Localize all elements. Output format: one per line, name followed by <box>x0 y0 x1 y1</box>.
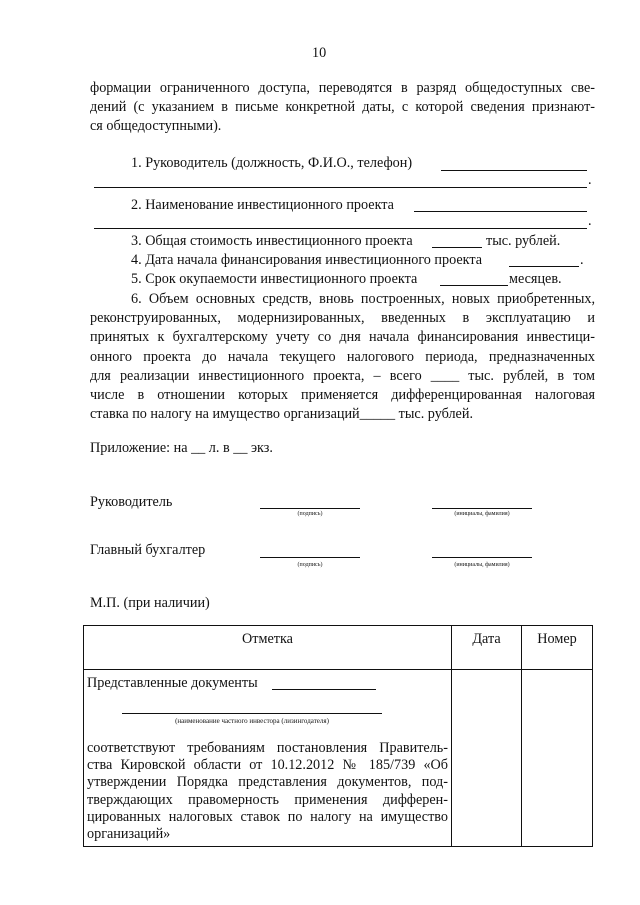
conformity-line: утверждении Порядка представления документов, под- <box>87 774 448 791</box>
header-mark: Отметка <box>84 626 452 670</box>
intro-paragraph <box>90 79 595 137</box>
head-fill-line[interactable] <box>441 170 587 171</box>
project-name-fill-line[interactable] <box>414 211 587 212</box>
assets-line: ставка по налогу на имущество организаций_____ тыс. рублей. <box>90 406 473 423</box>
project-name-fill-line-2[interactable] <box>94 228 587 229</box>
signature-caption: (подпись) <box>297 562 323 568</box>
head-fill-line-2[interactable] <box>94 187 587 188</box>
item-fixed-assets-paragraph <box>90 290 595 424</box>
intro-line: дений (с указанием в письме конкретной даты, с которой сведения признают- <box>90 99 595 116</box>
total-cost-unit: тыс. рублей. <box>486 233 561 249</box>
total-cost-fill-line[interactable] <box>432 247 482 248</box>
intro-line: формации ограниченного доступа, переводятся в разряд общедоступных све- <box>90 80 595 96</box>
conformity-line: цированных налоговых ставок по налогу на имущество <box>87 808 448 825</box>
intro-line: ся общедоступными). <box>90 118 222 135</box>
mark-cell <box>84 670 452 847</box>
conformity-line: соответствуют требованиям постановления Правитель- <box>87 740 448 756</box>
signature-caption: (подпись) <box>297 511 323 517</box>
submitted-documents-fill-line[interactable] <box>272 689 376 690</box>
investor-name-line[interactable] <box>122 713 382 714</box>
assets-line: для реализации инвестиционного проекта, – всего ____ тыс. рублей, в том <box>90 367 595 384</box>
assets-line: онного проекта до начала текущего налогового периода, предназначенных <box>90 348 595 365</box>
conformity-line: организаций» <box>87 826 171 843</box>
number-cell[interactable] <box>522 670 593 847</box>
line-end-dot: . <box>580 252 584 268</box>
assets-line: числе в отношении которых применяется дифференцированная налоговая <box>90 387 595 404</box>
assets-line: принятых к бухгалтерскому учету со дня начала финансирования инвестици- <box>90 329 595 346</box>
payback-fill-line[interactable] <box>440 285 508 286</box>
header-number: Номер <box>522 626 593 670</box>
name-caption: (инициалы, фамилия) <box>454 511 510 517</box>
line-end-dot: . <box>588 172 592 188</box>
attachment-line: Приложение: на __ л. в __ экз. <box>90 440 273 456</box>
payback-unit: месяцев. <box>509 271 562 287</box>
item-head-label: 1. Руководитель (должность, Ф.И.О., телефон) <box>131 155 413 171</box>
financing-start-fill-line[interactable] <box>509 266 579 267</box>
stamp-place-label: М.П. (при наличии) <box>90 595 210 611</box>
assets-line: 6. Объем основных средств, вновь построенных, новых приобретенных, <box>131 291 595 307</box>
item-total-cost-label: 3. Общая стоимость инвестиционного проекта <box>131 233 413 249</box>
head-name-line[interactable] <box>432 508 532 509</box>
registration-mark-table <box>83 625 593 847</box>
line-end-dot: . <box>588 213 592 229</box>
assets-line: реконструированных, модернизированных, введенных в эксплуатацию и <box>90 310 595 327</box>
item-project-name-label: 2. Наименование инвестиционного проекта <box>131 197 394 213</box>
accountant-signature-label: Главный бухгалтер <box>90 542 206 558</box>
item-financing-start-label: 4. Дата начала финансирования инвестиционного проекта <box>131 252 483 268</box>
conformity-line: ства Кировской области от 10.12.2012 № 185/739 «Об <box>87 757 448 774</box>
name-caption: (инициалы, фамилия) <box>454 562 510 568</box>
conformity-line: тверждающих правомерность применения дифферен- <box>87 791 448 808</box>
page-number: 10 <box>312 45 327 61</box>
header-date: Дата <box>452 626 522 670</box>
head-signature-line[interactable] <box>260 508 360 509</box>
conformity-paragraph <box>87 740 448 843</box>
item-payback-label: 5. Срок окупаемости инвестиционного проекта <box>131 271 418 287</box>
submitted-documents-label: Представленные документы <box>87 675 258 691</box>
accountant-name-line[interactable] <box>432 557 532 558</box>
investor-caption: (наименование частного инвестора (лизингодателя) <box>175 717 329 725</box>
accountant-signature-line[interactable] <box>260 557 360 558</box>
date-cell[interactable] <box>452 670 522 847</box>
head-signature-label: Руководитель <box>90 494 173 510</box>
